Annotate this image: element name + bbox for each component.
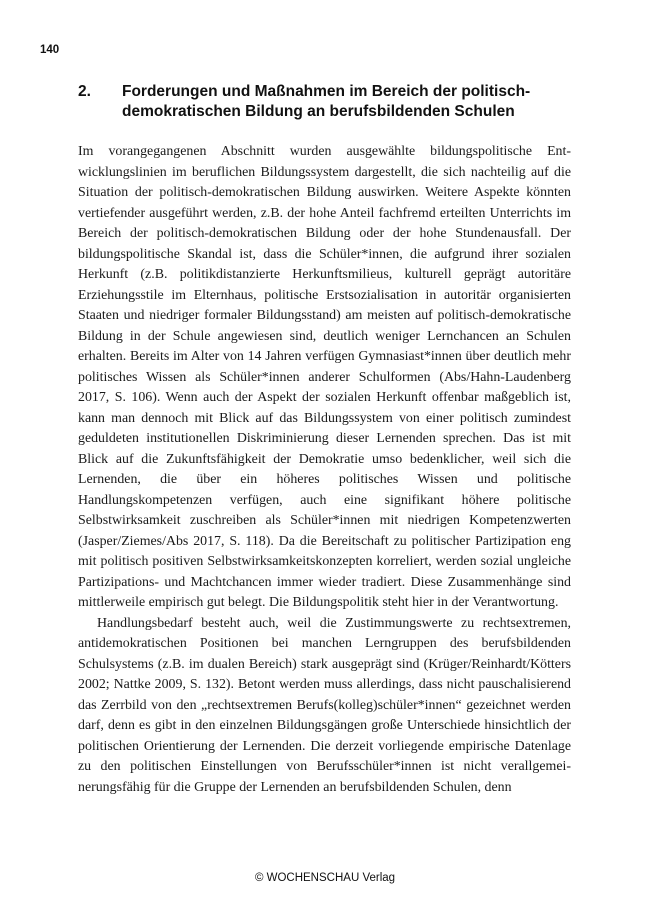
paragraph-2: Handlungsbedarf besteht auch, weil die Zustimmungswerte zu rechtsextremen, antidemokratischen Positionen bei manchen Lerngruppen des berufsbildenden Schulsystems (z.B. im dualen Bereich) stark ausgeprägt sind (Krüger/Reinhardt/Kötters 2002; Nattke 2009, S. 132). Betont werden muss allerdings, dass nicht pauschalisierend das Zerrbild von den „rechtsextremen Berufs(kolleg)schüler*innen“ gezeichnet werden darf, denn es gibt in den einzelnen Bildungsgängen große Unterschiede hinsichtlich der politischen Orientierung der Lernenden. Die derzeit vorliegende empirische Datenlage zu den politischen Einstellungen von Berufsschüler*innen ist nicht verallgemeinerungsfähig für die Gruppe der Lernenden an berufsbildenden Schulen, denn: [78, 615, 571, 795]
publisher-footer: © WOCHENSCHAU Verlag: [254, 872, 396, 884]
section-title: Forderungen und Maßnahmen im Bereich der politisch-demokratischen Bildung an berufsbildenden Schulen: [122, 83, 531, 120]
body-text: [78, 142, 571, 798]
page-number: 140: [40, 44, 60, 56]
paragraph-1: Im vorangegangenen Abschnitt wurden ausgewählte bildungspolitische Entwicklungslinien im beruflichen Bildungssystem dargestellt, die sich nachteilig auf die Situation der politisch-demokratischen Bildung auswirken. Weitere Aspekte könnten vertiefender ausgeführt werden, z.B. der hohe Anteil fachfremd erteilten Unterrichts im Bereich der politisch-demokratischen Bildung oder der hohe Stundenausfall. Der bildungspolitische Skandal ist, dass die Schüler*innen, die aufgrund ihrer sozialen Herkunft (z.B. politikdistanzierte Herkunftsmilieus, kulturell geprägt autoritäre Erziehungsstile im Elternhaus, politische Erstsozialisation in autoritär organisierten Staaten und niedriger formaler Bildungsstand) am meisten auf politisch-demokratische Bildung in der Schule angewiesen sind, deutlich weniger Lernchancen an Schulen erhalten. Bereits im Alter von 14 Jahren verfügen Gymnasiast*innen über deutlich mehr politisches Wissen als Schüler*innen anderer Schulformen (Abs/Hahn-Laudenberg 2017, S. 106). Wenn auch der Aspekt der sozialen Herkunft offenbar maßgeblich ist, kann man dennoch mit Blick auf das Bildungssystem von einer politisch zumindest geduldeten institutionellen Diskriminierung dieser Lernenden sprechen. Das ist mit Blick auf die Zukunftsfähigkeit der Demokratie umso bedenklicher, weil sich die Lernenden, die über ein höheres politisches Wissen und politische Handlungskompetenzen verfügen, auch eine signifikant höhere politische Selbstwirksamkeit zuschreiben als Schüler*innen mit niedrigen Kompetenzwerten (Jasper/Ziemes/Abs 2017, S. 118). Da die Bereitschaft zu politischer Partizipation eng mit politisch positiven Selbstwirksamkeitskonzepten korreliert, werden sozial ungleiche Partizipations- und Machtchancen immer wieder tradiert. Diese Zusammenhänge sind mittlerweile empirisch gut belegt. Die Bildungspolitik steht hier in der Verantwortung.: [78, 144, 571, 610]
section-number: 2.: [78, 83, 91, 100]
